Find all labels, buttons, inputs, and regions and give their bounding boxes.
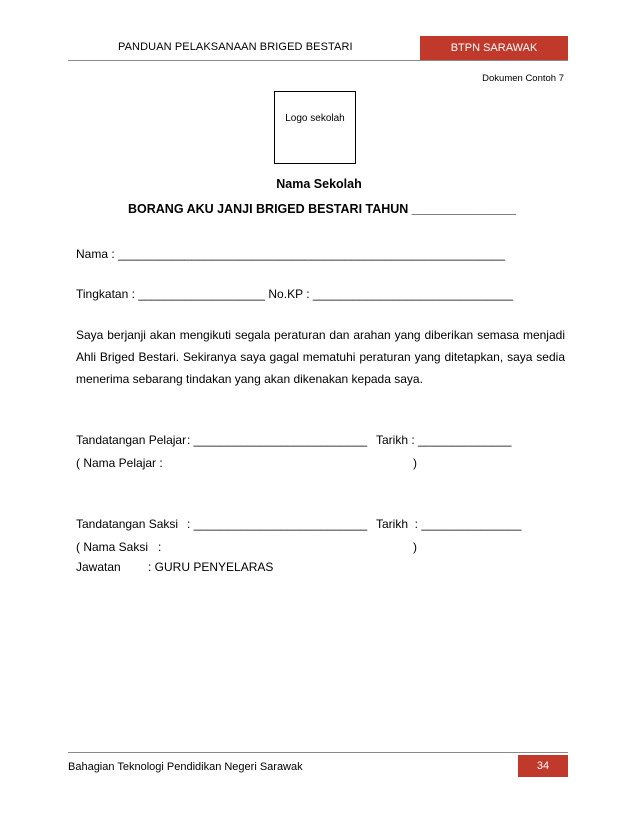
witness-signature-label: Tandatangan Saksi	[76, 517, 179, 531]
student-date-field: Tarikh : ______________	[376, 433, 512, 447]
student-signature-line: : __________________________	[187, 433, 368, 447]
witness-job-value: : GURU PENYELARAS	[148, 560, 274, 574]
form-title: BORANG AKU JANJI BRIGED BESTARI TAHUN _______________	[128, 202, 517, 216]
document-number: Dokumen Contoh 7	[482, 73, 564, 84]
witness-name-close: )	[413, 540, 417, 554]
class-ic-field: Tingkatan : ___________________ No.KP : ______________________________	[76, 287, 514, 301]
witness-job-label: Jawatan	[76, 560, 121, 574]
header-badge: BTPN SARAWAK	[420, 36, 568, 60]
school-name: Nama Sekolah	[276, 177, 362, 191]
footer-divider	[68, 752, 568, 753]
logo-placeholder-label: Logo sekolah	[285, 113, 345, 124]
student-signature-label: Tandatangan Pelajar	[76, 433, 187, 447]
page-number: 34	[518, 755, 568, 777]
footer-text: Bahagian Teknologi Pendidikan Negeri Sarawak	[68, 761, 303, 773]
student-name-close: )	[413, 456, 417, 470]
name-field: Nama : __________________________________________________________	[76, 247, 506, 261]
header-divider	[68, 60, 568, 61]
student-name-label: ( Nama Pelajar :	[76, 456, 163, 470]
witness-signature-line: : __________________________	[187, 517, 368, 531]
witness-name-label: ( Nama Saksi :	[76, 540, 162, 554]
logo-placeholder-box	[274, 91, 356, 164]
pledge-paragraph: Saya berjanji akan mengikuti segala peraturan dan arahan yang diberikan semasa menjadi Ahli Briged Bestari. Sekiranya saya gagal mematuhi peraturan yang ditetapkan, saya sedia menerima sebarang tindakan yang akan dikenakan kepada saya.	[76, 328, 565, 386]
witness-date-field: Tarikh : _______________	[376, 517, 522, 531]
header-title: PANDUAN PELAKSANAAN BRIGED BESTARI	[118, 41, 353, 53]
